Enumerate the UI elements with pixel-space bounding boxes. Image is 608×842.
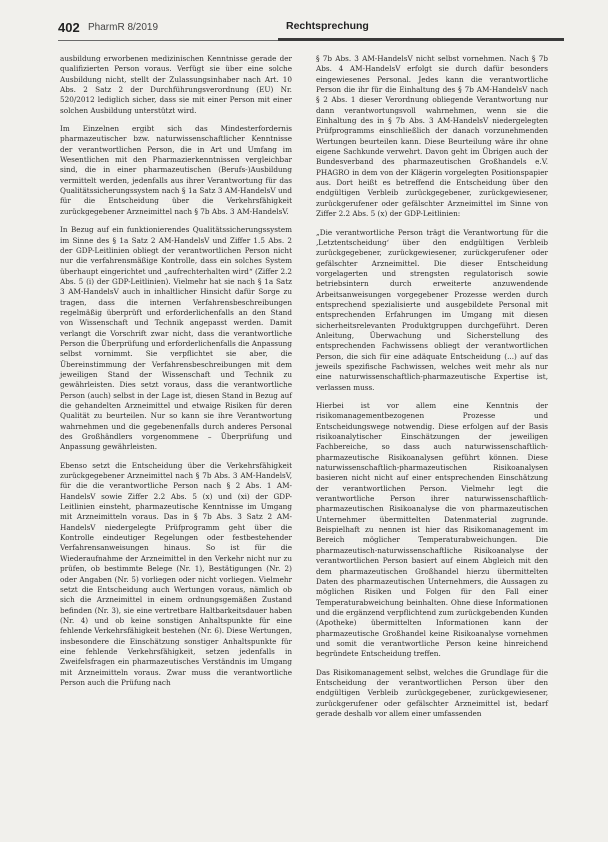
header-rule-thick [278, 38, 564, 41]
left-paragraph-2: Im Einzelnen ergibt sich das Mindesterfordernis pharmazeutischer bzw. naturwissenschaftlicher Kenntnisse der verantwortlichen Person, die in Art und Umfang im Wesentlichen mit den Pharmazierkenntnissen vergleichbar sind, die in einer pharmazeutischen (Berufs-)Ausbildung vermittelt werden, jedenfalls aus ihrer Verantwortung für das Qualitätssicherungssystem nach § 1a Satz 3 AM-HandelsV und für die Entscheidung über die Verkehrsfähigkeit zurückgegebener Arzneimittel nach § 7b Abs. 3 AM-HandelsV. [60, 124, 292, 216]
left-column [60, 54, 292, 696]
right-paragraph-1: § 7b Abs. 3 AM-HandelsV nicht selbst vornehmen. Nach § 7b Abs. 4 AM-HandelsV erfolgt sie durch dafür besonders eingewiesenes Personal. Jedes kann die verantwortliche Person die ihr für die Einhaltung des § 7b AM-HandelsV nach § 2 Abs. 1 dieser Verordnung obliegende Verantwortung nur dann verantwortungsvoll wahrnehmen, wenn sie die Einhaltung des in § 7b Abs. 3 AM-HandelsV niedergelegten Prüfprogramms einschließlich der danach vorzunehmenden Wertungen beurteilen kann. Diese Beurteilung wäre ihr ohne eigene Sachkunde verwehrt. Davon geht im Übrigen auch der Bundesverband des pharmazeutischen Großhandels e.V. PHAGRO in dem von der Klägerin vorgelegten Positionspapier aus. Dort heißt es betreffend die Entscheidung über den endgültigen Verbleib zurückgegebener, zurückgewiesener, zurückgerufener oder gefälschter Arzneimittel im Sinne von Ziffer 2.2 Abs. 5 (x) der GDP-Leitlinien: [316, 54, 548, 219]
page-header [58, 18, 564, 38]
left-paragraph-1: ausbildung erworbenen medizinischen Kenntnisse gerade der qualifizierten Person voraus. Verfügt sie über eine solche Ausbildung nicht, stellt der Zulassungsinhaber nach Art. 10 Abs. 2 Satz 2 der Durchführungsverordnung (EU) Nr. 520/2012 lediglich sicher, dass sie mit einer Person mit einer solchen Ausbildung unterstützt wird. [60, 54, 292, 115]
left-paragraph-4: Ebenso setzt die Entscheidung über die Verkehrsfähigkeit zurückgegebener Arzneimittel nach § 7b Abs. 3 AM-HandelsV, für die die verantwortliche Person nach § 2 Abs. 1 AM-HandelsV sowie Ziffer 2.2 Abs. 5 (x) und (xi) der GDP-Leitlinien einsteht, pharmazeutische Kenntnisse im Umgang mit Arzneimitteln voraus. Das in § 7b Abs. 3 Satz 2 AM-HandelsV niedergelegte Prüfprogramm geht über die Kontrolle eindeutiger Regelungen oder festbestehender Verfahrensanweisungen hinaus. So ist für die Wiederaufnahme der Arzneimittel in den Verkehr nicht nur zu prüfen, ob bestimmte Belege (Nr. 1), Bestätigungen (Nr. 2) oder Angaben (Nr. 5) vorliegen oder nicht vorliegen. Vielmehr setzt die Entscheidung auch Wertungen voraus, nämlich ob sich die Arzneimittel in einem ordnungsgemäßen Zustand befinden (Nr. 3), sie eine vertretbare Haltbarkeitsdauer haben (Nr. 4) und ob keine sonstigen Anhaltspunkte für eine fehlende Verkehrsfähigkeit bestehen (Nr. 6). Diese Wertungen, insbesondere die Einschätzung sonstiger Anhaltspunkte für eine fehlende Verkehrsfähigkeit, setzen jedenfalls in Zweifelsfragen ein pharmazeutisches Verständnis im Umgang mit Arzneimitteln voraus. Zwar muss die verantwortliche Person auch die Prüfung nach [60, 460, 292, 687]
right-paragraph-3: Hierbei ist vor allem eine Kenntnis der risikomanagementbezogenen Prozesse und Entscheidungswege notwendig. Diese erfolgen auf der Basis risikoanalytischer Einschätzungen der jeweiligen Fachbereiche, so dass auch naturwissenschaftlich-pharmazeutische Risikoanalysen geführt können. Diese naturwissenschaftlich-pharmazeutischen Risikoanalysen basieren nicht nicht auf einer entsprechenden Einschätzung der verantwortlichen Person. Vielmehr legt die verantwortliche Person ihrer naturwissenschaftlich-pharmazeutischen Risikoanalyse die von pharmazeutischen Unternehmer übermittelten Datenmaterial zugrunde. Beispielhaft zu nennen ist hier das Risikomanagement im Bereich möglicher Temperaturabweichungen. Die pharmazeutisch-naturwissenschaftliche Risikoanalyse der verantwortlichen Person basiert auf einem Abgleich mit den dem pharmazeutischen Großhandel hierzu übermittelten Daten des pharmazeutischen Unternehmers, die Aussagen zu möglichen Risiken und Folgen für den Fall einer Temperaturabweichung beinhalten. Ohne diese Informationen und die ergänzend verpflichtend zum zurückgebenden Kunden (Apotheke) übermittelten Informationen kann der pharmazeutische Großhandel keine Risikoanalyse vornehmen und somit die verantwortliche Person keine hinreichend begründete Entscheidung treffen. [316, 401, 548, 659]
section-title: Rechtsprechung [286, 20, 369, 32]
journal-reference: PharmR 8/2019 [88, 22, 159, 33]
right-paragraph-4: Das Risikomanagement selbst, welches die Grundlage für die Entscheidung der verantwortlichen Person über den endgültigen Verbleib zurückgegebener, zurückgewiesener, zurückgerufener oder gefälschter Arzneimittel ist, bedarf gerade deshalb vor allem einer umfassenden [316, 667, 548, 718]
left-paragraph-3: In Bezug auf ein funktionierendes Qualitätssicherungssystem im Sinne des § 1a Satz 2 AM-HandelsV und Ziffer 1.5 Abs. 2 der GDP-Leitlinien obliegt der verantwortlichen Person nicht nur die verfahrensmäßige Kontrolle, dass ein solches System überhaupt eingerichtet und „aufrechterhalten wird“ (Ziffer 2.2 Abs. 5 (i) der GDP-Leitlinien). Vielmehr hat sie nach § 1a Satz 3 AM-HandelsV auch in inhaltlicher Hinsicht dafür Sorge zu tragen, dass die internen Verfahrensbeschreibungen regelmäßig überprüft und erforderlichenfalls an den Stand von Wissenschaft und Technik angepasst werden. Damit verlangt die Vorschrift zwar nicht, dass die verantwortliche Person die Überprüfung und erforderlichenfalls die Anpassung selbst vornimmt. Sie verpflichtet sie aber, die Übereinstimmung der Verfahrensbeschreibungen mit dem jeweiligen Stand der Wissenschaft und Technik zu gewährleisten. Dies setzt voraus, dass die verantwortliche Person (auch) selbst in der Lage ist, diesen Stand in Bezug auf die gehandelten Arzneimittel und etwaige Risiken für deren Qualität zu beurteilen. Nur so kann sie ihre Verantwortung wahrnehmen und die gegebenenfalls durch anderes Personal des Großhändlers vorgenommene – Überprüfung und Anpassung gewährleisten. [60, 225, 292, 452]
right-paragraph-2: „Die verantwortliche Person trägt die Verantwortung für die ‚Letztentscheidung‘ über den endgültigen Verbleib zurückgegebener, zurückgewiesener, zurückgerufener oder gefälschter Arzneimittel. Die dieser Entscheidung vorgelagerten und strengsten regulatorisch sowie betriebsintern durch erweiterte anzuwendende Arbeitsanweisungen vorgegebener Prozesse werden durch entsprechend spezialisierte und ausgebildete Personal mit entsprechenden Erfahrungen im Umgang mit diesen sicherheitsrelevanten Produktgruppen durchgeführt. Deren Anleitung, Überwachung und Sicherstellung des entsprechenden Fachwissens obliegt der verantwortlichen Person, die sich für eine adäquate Entscheidung (...) auf das jeweils spezifische Fachwissen, welches weit mehr als nur eine naturwissenschaftlich-pharmazeutische Expertise ist, verlassen muss. [316, 227, 548, 392]
header-rule-thin [58, 40, 278, 41]
page-number: 402 [58, 20, 80, 35]
right-column [316, 54, 548, 727]
